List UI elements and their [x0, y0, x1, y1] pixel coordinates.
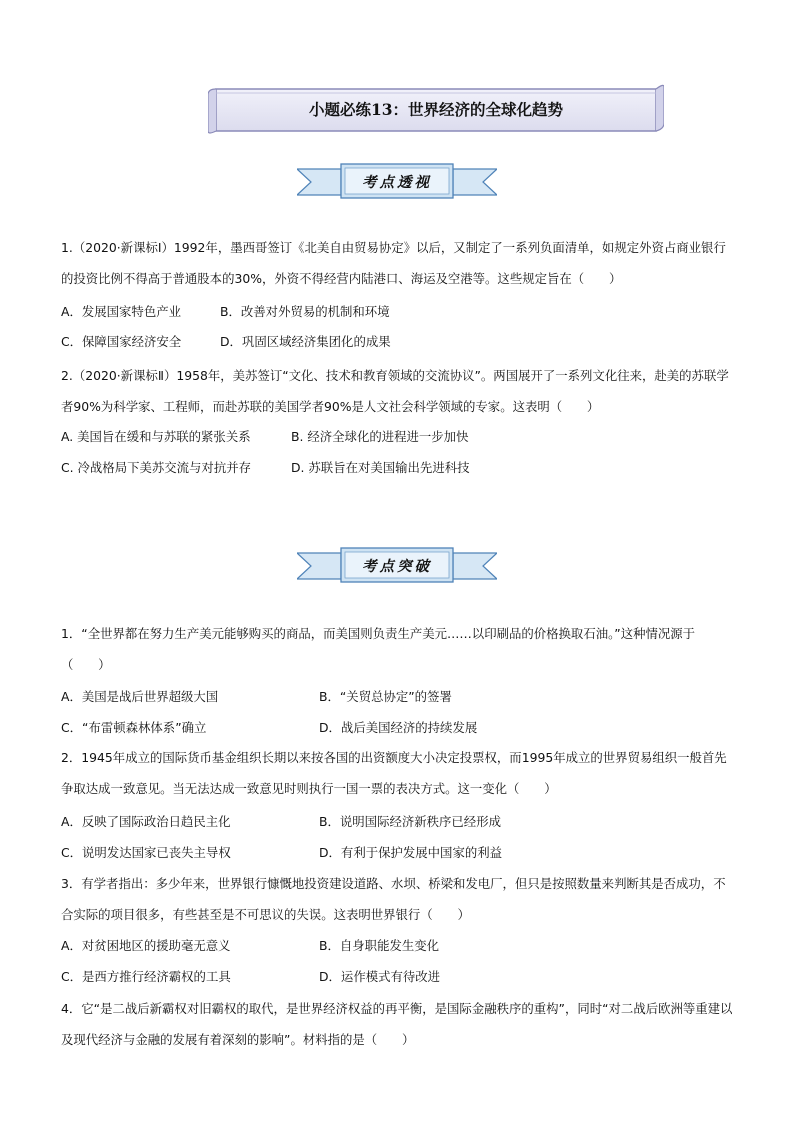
question-s1-2: 2.（2020·新课标Ⅱ）1958年，美苏签订“文化、技术和教育领域的交流协议”。两国展开了一系列文化往来，赴美的苏联学者90%为科学家、工程师，而赴苏联的美国学者90%是人文社会科学领域的专家。这表明（ ） — [61, 368, 729, 414]
option-a[interactable]: A．对贫困地区的援助毫无意义 — [61, 938, 231, 953]
page-title: 小题必练13：世界经济的全球化趋势 — [308, 100, 564, 119]
option-d[interactable]: D．有利于保护发展中国家的利益 — [319, 845, 503, 860]
option-d[interactable]: D．巩固区域经济集团化的成果 — [220, 334, 391, 349]
question-s2-4: 4．它“是二战后新霸权对旧霸权的取代，是世界经济权益的再平衡，是国际金融秩序的重构”，同时“对二战后欧洲等重建以及现代经济与金融的发展有着深刻的影响”。材料指的是（ ） — [61, 1001, 733, 1047]
section-banner-2 — [297, 545, 497, 585]
option-c[interactable]: C．“布雷顿森林体系”确立 — [61, 720, 207, 735]
option-a[interactable]: A．美国是战后世界超级大国 — [61, 689, 219, 704]
option-d[interactable]: D．运作模式有待改进 — [319, 969, 441, 984]
title-scroll — [208, 83, 664, 135]
option-c[interactable]: C．是西方推行经济霸权的工具 — [61, 969, 231, 984]
option-c[interactable]: C．保障国家经济安全 — [61, 334, 182, 349]
option-a[interactable]: A. 美国旨在缓和与苏联的紧张关系 — [61, 429, 251, 444]
option-b[interactable]: B．自身职能发生变化 — [319, 938, 440, 953]
banner-label: 考点透视 — [362, 173, 432, 191]
option-d[interactable]: D. 苏联旨在对美国输出先进科技 — [291, 460, 470, 475]
option-b[interactable]: B．说明国际经济新秩序已经形成 — [319, 814, 501, 829]
question-s2-1: 1．“全世界都在努力生产美元能够购买的商品，而美国则负责生产美元……以印刷品的价格换取石油。”这种情况源于（ ） — [61, 626, 696, 672]
option-a[interactable]: A．发展国家特色产业 — [61, 304, 181, 319]
option-b[interactable]: B．“关贸总协定”的签署 — [319, 689, 452, 704]
section-banner-1 — [297, 161, 497, 201]
option-c[interactable]: C．说明发达国家已丧失主导权 — [61, 845, 231, 860]
question-s2-2: 2．1945年成立的国际货币基金组织长期以来按各国的出资额度大小决定投票权，而1995年成立的世界贸易组织一般首先争取达成一致意见。当无法达成一致意见时则执行一国一票的表决方式。这一变化（ ） — [61, 750, 727, 796]
option-c[interactable]: C. 冷战格局下美苏交流与对抗并存 — [61, 460, 251, 475]
option-a[interactable]: A．反映了国际政治日趋民主化 — [61, 814, 231, 829]
option-b[interactable]: B. 经济全球化的进程进一步加快 — [291, 429, 469, 444]
banner-label: 考点突破 — [362, 557, 432, 575]
option-d[interactable]: D．战后美国经济的持续发展 — [319, 720, 478, 735]
question-s1-1: 1.（2020·新课标Ⅰ）1992年，墨西哥签订《北美自由贸易协定》以后，又制定了一系列负面清单，如规定外资占商业银行的投资比例不得高于普通股本的30%，外资不得经营内陆港口、海运及空港等。这些规定旨在（ ） — [61, 240, 726, 286]
question-s2-3: 3．有学者指出：多少年来，世界银行慷慨地投资建设道路、水坝、桥梁和发电厂，但只是按照数量来判断其是否成功，不合实际的项目很多，有些甚至是不可思议的失误。这表明世界银行（ ） — [61, 876, 726, 922]
option-b[interactable]: B．改善对外贸易的机制和环境 — [220, 304, 390, 319]
